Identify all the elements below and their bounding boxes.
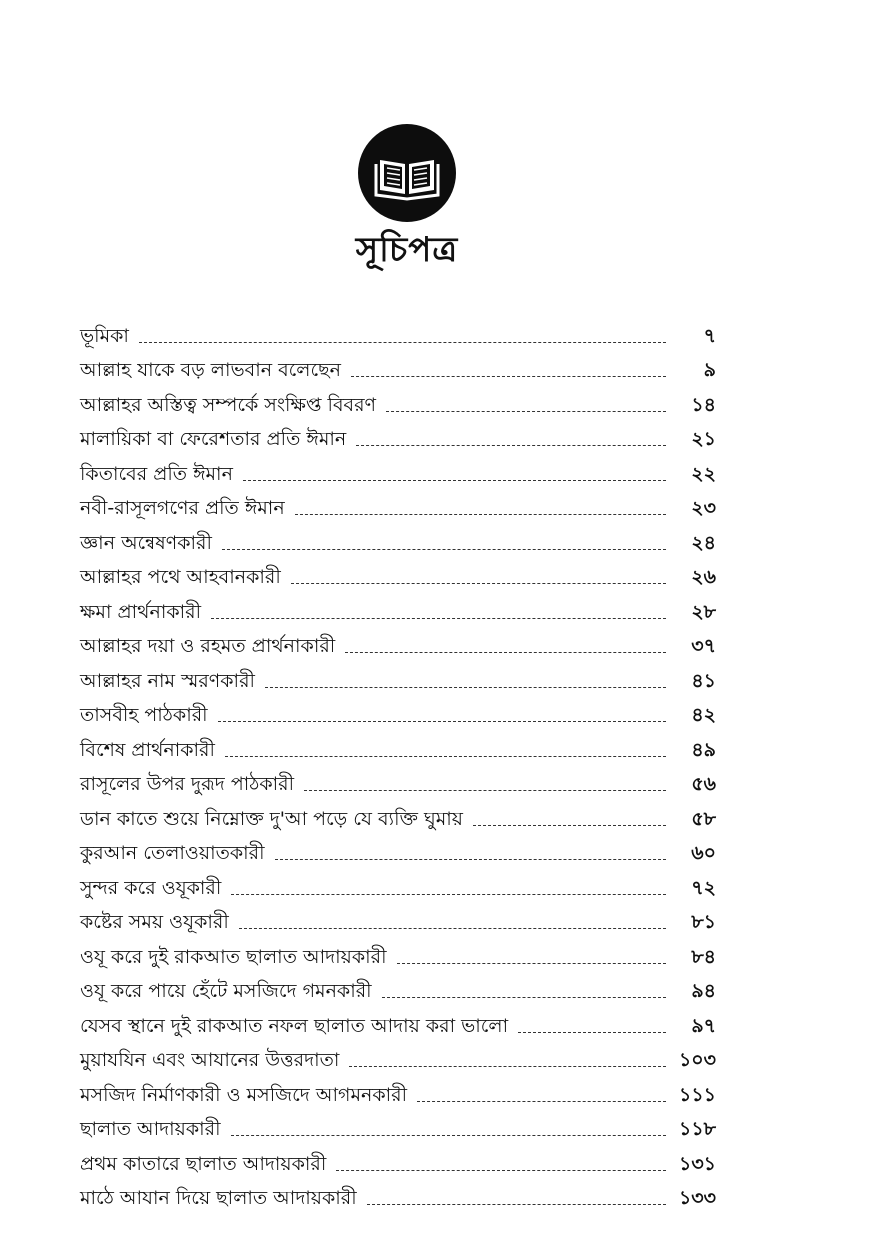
toc-entry-title: আল্লাহর দয়া ও রহমত প্রার্থনাকারী (80, 635, 336, 657)
page-title: সূচিপত্র (355, 230, 459, 270)
toc-entry-page: ১৩৩ (678, 1187, 716, 1209)
dotted-leader (367, 1204, 666, 1205)
toc-entry (80, 899, 716, 934)
toc-entry-title: বিশেষ প্রার্থনাকারী (80, 738, 215, 761)
toc-entry-title: ওযূ করে দুই রাকআত ছালাত আদায়কারী (80, 945, 387, 968)
toc-entry (80, 1140, 716, 1175)
dotted-leader (304, 790, 666, 791)
dotted-leader (349, 1066, 666, 1067)
toc-entry-title: আল্লাহ যাকে বড় লাভবান বলেছেন (80, 359, 341, 381)
toc-entry-page: ৪১ (691, 669, 716, 692)
toc-entry-title: কিতাবের প্রতি ঈমান (80, 462, 233, 485)
toc-entry-title: রাসূলের উপর দুরূদ পাঠকারী (80, 773, 295, 795)
toc-entry (80, 795, 716, 830)
toc-entry (80, 485, 716, 520)
toc-entry-page: ১০৩ (678, 1049, 716, 1071)
toc-entry-page: ১৪ (691, 393, 716, 416)
dotted-leader (275, 859, 666, 860)
toc-entry (80, 1106, 716, 1141)
dotted-leader (265, 687, 666, 688)
toc-entry-page: ৯৪ (691, 980, 716, 1002)
dotted-leader (222, 549, 666, 550)
dotted-leader (218, 721, 666, 722)
dotted-leader (231, 1135, 666, 1136)
dotted-leader (211, 618, 666, 619)
dotted-leader (382, 997, 666, 998)
toc-entry (80, 692, 716, 727)
dotted-leader (397, 963, 666, 964)
toc-entry (80, 381, 716, 416)
toc-entry-title: ছালাত আদায়কারী (80, 1118, 221, 1140)
toc-entry-page: ১১৮ (679, 1118, 716, 1140)
toc-entry-page: ৮৪ (691, 945, 716, 968)
toc-entry-page: ২১ (691, 428, 716, 450)
toc-entry-page: ২৩ (691, 497, 716, 519)
toc-entry-title: তাসবীহ পাঠকারী (80, 704, 208, 726)
toc-entry-title: কুরআন তেলাওয়াতকারী (80, 842, 265, 864)
toc-entry (80, 416, 716, 451)
toc-entry (80, 657, 716, 692)
toc-entry (80, 554, 716, 589)
toc-entry (80, 623, 716, 658)
dotted-leader (239, 928, 666, 929)
dotted-leader (291, 583, 666, 584)
toc-entry-page: ৪৯ (691, 738, 716, 761)
toc-entry-title: কষ্টের সময় ওযূকারী (80, 911, 229, 933)
toc-entry (80, 1037, 716, 1072)
toc-entry (80, 933, 716, 968)
toc-entry-page: ৫৬ (691, 773, 716, 795)
toc-entry-page: ২৮ (691, 600, 716, 623)
toc-entry (80, 1002, 716, 1037)
dotted-leader (356, 445, 666, 446)
toc-entry (80, 968, 716, 1003)
toc-entry-title: নবী-রাসূলগণের প্রতি ঈমান (80, 497, 285, 519)
toc-entry-title: ভূমিকা (80, 324, 129, 347)
dotted-leader (225, 756, 666, 757)
toc-entry (80, 1071, 716, 1106)
toc-entry-title: আল্লাহর পথে আহবানকারী (80, 566, 281, 588)
toc-entry (80, 830, 716, 865)
dotted-leader (518, 1032, 666, 1033)
toc-entry (80, 312, 716, 347)
dotted-leader (417, 1101, 666, 1102)
toc-entry (80, 450, 716, 485)
toc-entry-title: মালায়িকা বা ফেরেশতার প্রতি ঈমান (80, 428, 347, 450)
open-book-icon (358, 124, 456, 222)
toc-entry (80, 519, 716, 554)
table-of-contents (80, 312, 716, 1209)
toc-entry (80, 726, 716, 761)
toc-entry-title: সুন্দর করে ওযূকারী (80, 876, 222, 899)
toc-entry-title: ওযূ করে পায়ে হেঁটে মসজিদে গমনকারী (80, 980, 372, 1002)
toc-entry-page: ২৬ (691, 566, 716, 588)
toc-entry-page: ১১১ (679, 1083, 716, 1106)
toc-entry-page: ৬০ (691, 842, 716, 864)
toc-entry-title: প্রথম কাতারে ছালাত আদায়কারী (80, 1152, 327, 1175)
toc-entry-page: ৮১ (691, 911, 716, 933)
dotted-leader (345, 652, 666, 653)
toc-entry-page: ৭২ (691, 876, 716, 899)
toc-entry (80, 588, 716, 623)
dotted-leader (295, 514, 666, 515)
toc-entry-page: ৯৭ (691, 1014, 716, 1037)
toc-entry (80, 1175, 716, 1210)
toc-entry-page: ২৪ (691, 531, 716, 554)
toc-entry-title: মুয়াযযিন এবং আযানের উত্তরদাতা (80, 1049, 340, 1071)
toc-entry-page: ৪২ (691, 704, 716, 726)
dotted-leader (139, 342, 666, 343)
dotted-leader (351, 376, 666, 377)
toc-entry-page: ২২ (691, 462, 716, 485)
dotted-leader (231, 894, 666, 895)
toc-entry-title: আল্লাহর নাম স্মরণকারী (80, 669, 255, 692)
toc-entry-title: ক্ষমা প্রার্থনাকারী (80, 600, 202, 623)
toc-entry (80, 761, 716, 796)
toc-entry-title: যেসব স্থানে দুই রাকআত নফল ছালাত আদায় করা ভালো (80, 1014, 509, 1037)
toc-entry-page: ৩৭ (691, 635, 716, 657)
toc-entry-title: মসজিদ নির্মাণকারী ও মসজিদে আগমনকারী (80, 1083, 408, 1106)
toc-entry-page: ৯ (703, 359, 716, 381)
toc-entry-title: ডান কাতে শুয়ে নিম্নোক্ত দু'আ পড়ে যে ব্যক্তি ঘুমায় (80, 807, 463, 830)
toc-entry-page: ৫৮ (691, 807, 716, 830)
toc-entry (80, 347, 716, 382)
toc-entry-title: জ্ঞান অন্বেষণকারী (80, 531, 212, 554)
toc-entry (80, 864, 716, 899)
dotted-leader (243, 480, 666, 481)
toc-entry-page: ৭ (703, 324, 716, 347)
dotted-leader (386, 411, 666, 412)
toc-entry-title: আল্লাহর অস্তিত্ব সম্পর্কে সংক্ষিপ্ত বিবরণ (80, 393, 377, 416)
dotted-leader (336, 1170, 666, 1171)
dotted-leader (473, 825, 666, 826)
toc-entry-page: ১৩১ (678, 1152, 716, 1175)
toc-entry-title: মাঠে আযান দিয়ে ছালাত আদায়কারী (80, 1187, 357, 1209)
